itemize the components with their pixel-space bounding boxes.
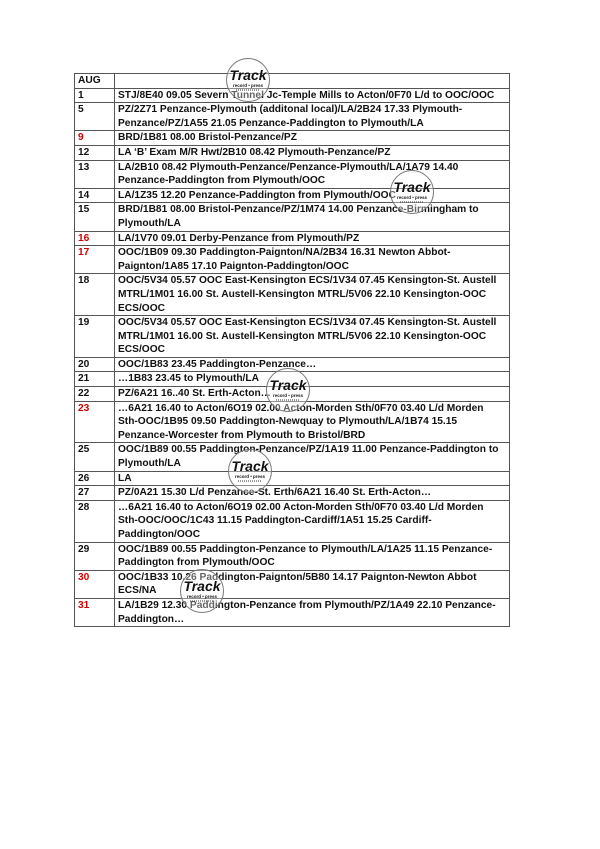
row-date: 25 bbox=[75, 443, 115, 471]
row-diagram-text: PZ/0A21 15.30 L/d Penzance-St. Erth/6A21 16.40 St. Erth-Acton… bbox=[115, 486, 510, 501]
row-date: 5 bbox=[75, 103, 115, 131]
row-diagram-text: OOC/5V34 05.57 OOC East-Kensington ECS/1V34 07.45 Kensington-St. Austell MTRL/1M01 16.00 St. Austell-Kensington MTRL/5V06 22.10 Kensington-OOC ECS/OOC bbox=[115, 274, 510, 316]
table-row bbox=[75, 246, 510, 274]
row-diagram-text: OOC/1B89 00.55 Paddington-Penzance/PZ/1A19 11.00 Penzance-Paddington to Plymouth/LA bbox=[115, 443, 510, 471]
table-row bbox=[75, 145, 510, 160]
table-row bbox=[75, 274, 510, 316]
table-row bbox=[75, 160, 510, 188]
row-date: 16 bbox=[75, 231, 115, 246]
row-date: 9 bbox=[75, 131, 115, 146]
table-row bbox=[75, 500, 510, 542]
row-diagram-text: LA/1V70 09.01 Derby-Penzance from Plymouth/PZ bbox=[115, 231, 510, 246]
watermark-sub: record • press bbox=[234, 474, 266, 479]
row-diagram-text: BRD/1B81 08.00 Bristol-Penzance/PZ bbox=[115, 131, 510, 146]
table-row bbox=[75, 372, 510, 387]
row-date: 15 bbox=[75, 203, 115, 231]
watermark-sub: record • press bbox=[396, 195, 428, 200]
row-diagram-text: LA bbox=[115, 471, 510, 486]
row-date: 21 bbox=[75, 372, 115, 387]
row-diagram-text: PZ/2Z71 Penzance-Plymouth (additonal local)/LA/2B24 17.33 Plymouth-Penzance/PZ/1A55 21.05 Penzance-Paddington to Plymouth/LA bbox=[115, 103, 510, 131]
table-header-row bbox=[75, 74, 510, 89]
row-date: 19 bbox=[75, 316, 115, 358]
table-row bbox=[75, 486, 510, 501]
row-date: 29 bbox=[75, 542, 115, 570]
watermark-sub: record • press bbox=[232, 83, 264, 88]
table-row bbox=[75, 542, 510, 570]
row-diagram-text: LA ‘B’ Exam M/R Hwt/2B10 08.42 Plymouth-Penzance/PZ bbox=[115, 145, 510, 160]
table-row bbox=[75, 103, 510, 131]
row-date: 1 bbox=[75, 88, 115, 103]
row-diagram-text: …6A21 16.40 to Acton/6O19 02.00 Acton-Morden Sth/0F70 03.40 L/d Morden Sth-OOC/1B95 09.50 Paddington-Newquay to Plymouth/LA/1B74 15.15 Penzance-Worcester from Plymouth to Bristol/BRD bbox=[115, 401, 510, 443]
loco-diagram-table bbox=[74, 73, 510, 627]
row-diagram-text: OOC/1B09 09.30 Paddington-Paignton/NA/2B34 16.31 Newton Abbot-Paignton/1A85 17.10 Paignton-Paddington/OOC bbox=[115, 246, 510, 274]
row-diagram-text: STJ/8E40 09.05 Severn Tunnel Jc-Temple Mills to Acton/0F70 L/d to OOC/OOC bbox=[115, 88, 510, 103]
row-date: 17 bbox=[75, 246, 115, 274]
row-date: 22 bbox=[75, 387, 115, 402]
table-body bbox=[75, 74, 510, 627]
row-diagram-text: LA/2B10 08.42 Plymouth-Penzance/Penzance-Plymouth/LA/1A79 14.40 Penzance-Paddington from Plymouth/OOC bbox=[115, 160, 510, 188]
row-diagram-text: BRD/1B81 08.00 Bristol-Penzance/PZ/1M74 14.00 Penzance-Birmingham to Plymouth/LA bbox=[115, 203, 510, 231]
row-diagram-text: …6A21 16.40 to Acton/6O19 02.00 Acton-Morden Sth/0F70 03.40 L/d Morden Sth-OOC/OOC/1C43 11.15 Paddington-Cardiff/1A51 15.25 Cardiff-Paddington/OOC bbox=[115, 500, 510, 542]
table-row bbox=[75, 570, 510, 598]
row-date: 23 bbox=[75, 401, 115, 443]
table-row bbox=[75, 88, 510, 103]
watermark-word: Track bbox=[393, 179, 431, 195]
table-row bbox=[75, 203, 510, 231]
watermark-word: Track bbox=[229, 67, 267, 83]
table-row bbox=[75, 471, 510, 486]
table-row bbox=[75, 316, 510, 358]
row-diagram-text: OOC/1B89 00.55 Paddington-Penzance to Plymouth/LA/1A25 11.15 Penzance-Paddington from Plymouth/OOC bbox=[115, 542, 510, 570]
row-diagram-text: OOC/1B83 23.45 Paddington-Penzance… bbox=[115, 357, 510, 372]
row-date: 13 bbox=[75, 160, 115, 188]
row-date: 26 bbox=[75, 471, 115, 486]
row-date: 28 bbox=[75, 500, 115, 542]
row-diagram-text: LA/1Z35 12.20 Penzance-Paddington from Plymouth/OOC bbox=[115, 188, 510, 203]
row-date: 30 bbox=[75, 570, 115, 598]
row-date: 12 bbox=[75, 145, 115, 160]
watermark-sub: record • press bbox=[186, 594, 218, 599]
row-date: 31 bbox=[75, 598, 115, 626]
watermark-word: Track bbox=[231, 458, 269, 474]
row-diagram-text: LA/1B29 12.30 Paddington-Penzance from Plymouth/PZ/1A49 22.10 Penzance-Paddington… bbox=[115, 598, 510, 626]
watermark-sub: record • press bbox=[272, 393, 304, 398]
header-blank bbox=[115, 74, 510, 89]
watermark-word: Track bbox=[183, 578, 221, 594]
row-diagram-text: OOC/1B33 10.26 Paddington-Paignton/5B80 14.17 Paignton-Newton Abbot ECS/NA bbox=[115, 570, 510, 598]
table-row bbox=[75, 443, 510, 471]
month-header: AUG bbox=[75, 74, 115, 89]
row-diagram-text: …1B83 23.45 to Plymouth/LA bbox=[115, 372, 510, 387]
table-row bbox=[75, 387, 510, 402]
row-date: 14 bbox=[75, 188, 115, 203]
watermark-word: Track bbox=[269, 377, 307, 393]
row-diagram-text: OOC/5V34 05.57 OOC East-Kensington ECS/1V34 07.45 Kensington-St. Austell MTRL/1M01 16.00 St. Austell-Kensington MTRL/5V06 22.10 Kensington-OOC ECS/OOC bbox=[115, 316, 510, 358]
row-diagram-text: PZ/6A21 16..40 St. Erth-Acton… bbox=[115, 387, 510, 402]
table-row bbox=[75, 598, 510, 626]
row-date: 20 bbox=[75, 357, 115, 372]
table-row bbox=[75, 131, 510, 146]
table-row bbox=[75, 401, 510, 443]
row-date: 18 bbox=[75, 274, 115, 316]
table-row bbox=[75, 231, 510, 246]
row-date: 27 bbox=[75, 486, 115, 501]
table-row bbox=[75, 188, 510, 203]
table-row bbox=[75, 357, 510, 372]
